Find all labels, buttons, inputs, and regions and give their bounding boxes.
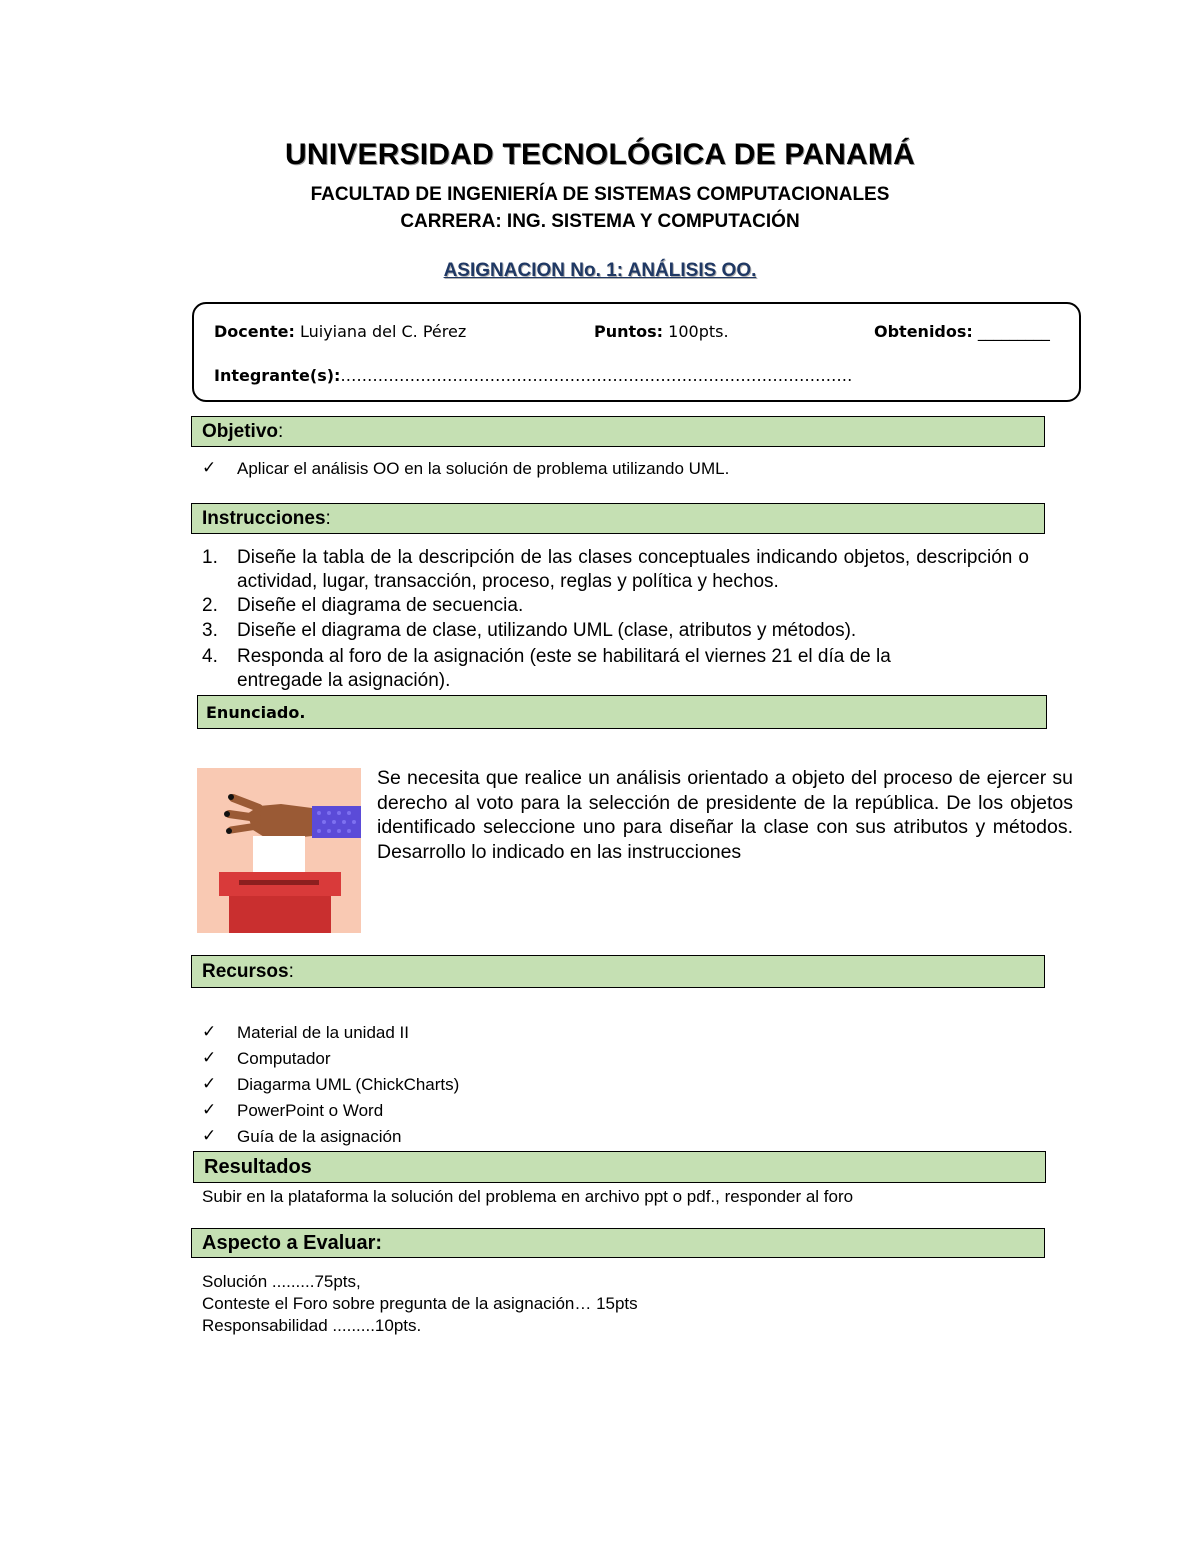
- obtenidos-row: [874, 322, 1050, 341]
- puntos-value: 100pts.: [663, 322, 729, 341]
- recursos-header: Recursos :: [191, 955, 1045, 988]
- recursos-title: Recursos: [202, 960, 289, 982]
- docente-label: Docente:: [214, 322, 295, 341]
- aspecto-line: Solución .........75pts,: [202, 1272, 361, 1291]
- check-icon: ✓: [202, 1126, 217, 1146]
- list-item: 2. Diseñe el diagrama de secuencia.: [202, 595, 524, 616]
- list-item: 1. Diseñe la tabla de la descripción de las clases conceptuales indicando objetos, descripción o actividad, lugar, transacción, proceso, reglas y política y hechos.: [202, 547, 1029, 592]
- objetivo-title: Objetivo: [202, 420, 279, 442]
- list-item: 4. Responda al foro de la asignación (este se habilitará el viernes 21 el día de la entregade la asignación).: [202, 646, 891, 691]
- ballot-box-illustration: [197, 768, 361, 933]
- resultados-text: Subir en la plataforma la solución del problema en archivo ppt o pdf., responder al foro: [202, 1187, 854, 1206]
- instrucciones-title: Instrucciones: [202, 507, 326, 529]
- list-item: ✓ Material de la unidad II: [202, 1022, 409, 1042]
- voting-icon: [197, 768, 361, 933]
- puntos-row: [594, 322, 729, 341]
- integrantes-label: Integrante(s):: [214, 366, 341, 385]
- aspecto-line: Conteste el Foro sobre pregunta de la asignación… 15pts: [202, 1294, 638, 1313]
- list-item: ✓ Diagarma UML (ChickCharts): [202, 1074, 460, 1094]
- info-box: [192, 302, 1081, 402]
- instrucciones-header: Instrucciones :: [191, 503, 1045, 534]
- check-icon: ✓: [202, 1100, 217, 1120]
- aspecto-title: Aspecto a Evaluar:: [202, 1231, 383, 1254]
- docente-value: Luiyiana del C. Pérez: [294, 322, 467, 341]
- check-icon: ✓: [202, 1074, 217, 1094]
- aspecto-header: [191, 1228, 1045, 1258]
- list-item: ✓ Guía de la asignación: [202, 1126, 402, 1146]
- faculty-title: FACULTAD DE INGENIERÍA DE SISTEMAS COMPUTACIONALES: [310, 184, 890, 205]
- university-title: UNIVERSIDAD TECNOLÓGICA DE PANAMÁ: [285, 138, 915, 171]
- check-icon: ✓: [202, 1022, 217, 1042]
- aspecto-line: Responsabilidad .........10pts.: [202, 1316, 422, 1335]
- docente-row: [214, 322, 466, 341]
- list-item: ✓ Computador: [202, 1048, 331, 1068]
- obtenidos-value: _________: [972, 322, 1050, 341]
- integrantes-row: [214, 366, 852, 385]
- list-item: 3. Diseñe el diagrama de clase, utilizando UML (clase, atributos y métodos).: [202, 620, 857, 641]
- enunciado-title: Enunciado.: [206, 702, 306, 722]
- resultados-title: Resultados: [204, 1155, 312, 1178]
- career-title: CARRERA: ING. SISTEMA Y COMPUTACIÓN: [400, 211, 800, 232]
- assignment-title: ASIGNACION No. 1: ANÁLISIS OO.: [443, 260, 757, 281]
- puntos-label: Puntos:: [594, 322, 664, 341]
- list-item: ✓ PowerPoint o Word: [202, 1100, 384, 1120]
- enunciado-header: [197, 695, 1047, 729]
- objetivo-item: ✓ Aplicar el análisis OO en la solución de problema utilizando UML.: [202, 458, 730, 478]
- objetivo-header: Objetivo :: [191, 416, 1045, 447]
- obtenidos-label: Obtenidos:: [874, 322, 973, 341]
- resultados-header: [193, 1151, 1046, 1183]
- check-icon: ✓: [202, 458, 217, 478]
- integrantes-value: ……………………………………………………………………………………: [340, 366, 853, 385]
- enunciado-text: Se necesita que realice un análisis orientado a objeto del proceso de ejercer su derecho al voto para la selección de presidente de la república. De los objetos identificado seleccione uno para diseñar la clase con sus atributos y métodos. Desarrollo lo indicado en las instrucciones: [377, 767, 1073, 863]
- check-icon: ✓: [202, 1048, 217, 1068]
